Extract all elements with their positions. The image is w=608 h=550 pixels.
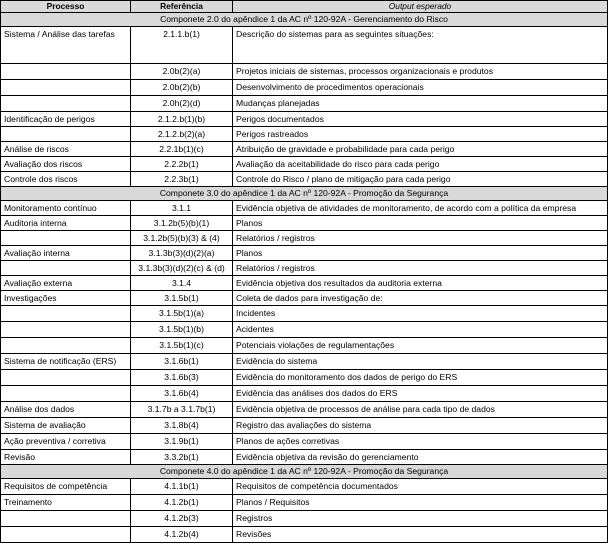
table-row xyxy=(1,261,608,276)
table-row xyxy=(1,322,608,338)
reference-cell: 2.1.2.b(2)(a) xyxy=(131,127,233,142)
reference-cell: 2.0b(2)(a) xyxy=(131,64,233,80)
reference-cell: 3.1.8b(4) xyxy=(131,418,233,434)
reference-cell: 3.1.1 xyxy=(131,201,233,216)
reference-cell: 3.1.6b(1) xyxy=(131,354,233,370)
reference-cell: 3.1.3b(3)(d)(2)(c) & (d) xyxy=(131,261,233,276)
table-row xyxy=(1,201,608,216)
process-cell xyxy=(1,127,131,142)
table-row xyxy=(1,511,608,527)
process-cell xyxy=(1,306,131,322)
table-row xyxy=(1,370,608,386)
output-cell: Projetos iniciais de sistemas, processos organizacionais e produtos xyxy=(233,64,608,80)
reference-cell: 3.1.5b(1) xyxy=(131,291,233,306)
table-row xyxy=(1,495,608,511)
reference-cell: 2.2.1b(1)(c) xyxy=(131,142,233,157)
output-cell: Potenciais violações de regulamentações xyxy=(233,338,608,354)
output-cell: Requisitos de competência documentados xyxy=(233,479,608,495)
reference-cell: 2.0b(2)(b) xyxy=(131,80,233,96)
header-row xyxy=(1,1,608,13)
output-cell: Controle do Risco / plano de mitigação para cada perigo xyxy=(233,172,608,187)
output-cell: Registro das avaliações do sistema xyxy=(233,418,608,434)
reference-cell: 3.1.3b(3)(d)(2)(a) xyxy=(131,246,233,261)
output-cell: Relatórios / registros xyxy=(233,261,608,276)
output-cell: Evidência objetiva de atividades de monitoramento, de acordo com a política da empresa xyxy=(233,201,608,216)
process-cell: Auditoria interna xyxy=(1,216,131,231)
output-cell: Revisões xyxy=(233,527,608,543)
table-row xyxy=(1,246,608,261)
table-row xyxy=(1,172,608,187)
table-row xyxy=(1,306,608,322)
process-cell: Avaliação interna xyxy=(1,246,131,261)
header-output: Output esperado xyxy=(233,1,608,13)
output-cell: Mudanças planejadas xyxy=(233,96,608,112)
process-cell: Investigações xyxy=(1,291,131,306)
process-cell: Sistema de avaliação xyxy=(1,418,131,434)
table-row xyxy=(1,96,608,112)
output-cell: Planos / Requisitos xyxy=(233,495,608,511)
output-cell: Evidência das análises dos dados do ERS xyxy=(233,386,608,402)
output-cell: Descrição do sistemas para as seguintes situações: xyxy=(233,27,608,64)
process-cell xyxy=(1,511,131,527)
table-row xyxy=(1,157,608,172)
process-cell: Identificação de perigos xyxy=(1,112,131,127)
table-row xyxy=(1,27,608,64)
reference-cell: 2.1.2.b(1)(b) xyxy=(131,112,233,127)
reference-cell: 3.1.2b(5)(b)(3) & (4) xyxy=(131,231,233,246)
output-cell: Desenvolvimento de procedimentos operacionais xyxy=(233,80,608,96)
output-cell: Planos xyxy=(233,216,608,231)
table-row xyxy=(1,231,608,246)
table-row xyxy=(1,418,608,434)
reference-cell: 2.2.3b(1) xyxy=(131,172,233,187)
reference-cell: 3.1.5b(1)(a) xyxy=(131,306,233,322)
output-cell: Registros xyxy=(233,511,608,527)
table-row xyxy=(1,450,608,465)
output-cell: Atribuição de gravidade e probabilidade para cada perigo xyxy=(233,142,608,157)
table-row xyxy=(1,402,608,418)
header-processo: Processo xyxy=(1,1,131,13)
table-body xyxy=(1,13,608,543)
reference-cell: 3.3.2b(1) xyxy=(131,450,233,465)
process-cell: Avaliação dos riscos xyxy=(1,157,131,172)
output-cell: Evidência do monitoramento dos dados de perigo do ERS xyxy=(233,370,608,386)
process-cell xyxy=(1,80,131,96)
process-cell xyxy=(1,386,131,402)
reference-cell: 2.1.1.b(1) xyxy=(131,27,233,64)
reference-cell: 3.1.2b(5)(b)(1) xyxy=(131,216,233,231)
process-cell: Controle dos riscos xyxy=(1,172,131,187)
reference-cell: 3.1.5b(1)(b) xyxy=(131,322,233,338)
table-row xyxy=(1,64,608,80)
section-header-row xyxy=(1,13,608,27)
output-cell: Coleta de dados para investigação de: xyxy=(233,291,608,306)
section-title: Componete 2.0 do apêndice 1 da AC nº 120-92A - Gerenciamento do Risco xyxy=(1,13,608,27)
process-cell xyxy=(1,261,131,276)
process-cell xyxy=(1,96,131,112)
section-title: Componete 3.0 do apêndice 1 da AC nº 120-92A - Promoção da Segurança xyxy=(1,187,608,201)
process-cell xyxy=(1,64,131,80)
reference-cell: 3.1.6b(3) xyxy=(131,370,233,386)
header-referencia: Referência xyxy=(131,1,233,13)
process-cell: Revisão xyxy=(1,450,131,465)
process-cell: Treinamento xyxy=(1,495,131,511)
output-cell: Planos de ações corretivas xyxy=(233,434,608,450)
table-row xyxy=(1,291,608,306)
output-cell: Avaliação da aceitabilidade do risco para cada perigo xyxy=(233,157,608,172)
output-cell: Planos xyxy=(233,246,608,261)
table-row xyxy=(1,276,608,291)
output-cell: Acidentes xyxy=(233,322,608,338)
table-row xyxy=(1,216,608,231)
output-cell: Incidentes xyxy=(233,306,608,322)
process-cell: Ação preventiva / corretiva xyxy=(1,434,131,450)
section-header-row xyxy=(1,187,608,201)
reference-cell: 3.1.9b(1) xyxy=(131,434,233,450)
process-cell xyxy=(1,370,131,386)
section-title: Componete 4.0 do apêndice 1 da AC nº 120-92A - Promoção da Segurança xyxy=(1,465,608,479)
process-cell xyxy=(1,322,131,338)
table-row xyxy=(1,112,608,127)
reference-cell: 3.1.4 xyxy=(131,276,233,291)
process-cell: Sistema de notificação (ERS) xyxy=(1,354,131,370)
table-row xyxy=(1,338,608,354)
table-row xyxy=(1,527,608,543)
section-header-row xyxy=(1,465,608,479)
process-cell: Avaliação externa xyxy=(1,276,131,291)
reference-cell: 4.1.2b(3) xyxy=(131,511,233,527)
output-cell: Evidência objetiva de processos de análise para cada tipo de dados xyxy=(233,402,608,418)
process-cell: Sistema / Análise das tarefas xyxy=(1,27,131,64)
table-row xyxy=(1,80,608,96)
reference-cell: 3.1.5b(1)(c) xyxy=(131,338,233,354)
process-cell: Análise dos dados xyxy=(1,402,131,418)
reference-cell: 4.1.2b(1) xyxy=(131,495,233,511)
table-row xyxy=(1,386,608,402)
reference-cell: 2.2.2b(1) xyxy=(131,157,233,172)
output-cell: Evidência do sistema xyxy=(233,354,608,370)
table-row xyxy=(1,354,608,370)
process-cell xyxy=(1,527,131,543)
output-cell: Perigos documentados xyxy=(233,112,608,127)
table-row xyxy=(1,479,608,495)
process-cell: Monitoramento contínuo xyxy=(1,201,131,216)
output-cell: Relatórios / registros xyxy=(233,231,608,246)
output-cell: Perigos rastreados xyxy=(233,127,608,142)
reference-cell: 2.0h(2)(d) xyxy=(131,96,233,112)
reference-cell: 3.1.6b(4) xyxy=(131,386,233,402)
output-cell: Evidência objetiva da revisão do gerenciamento xyxy=(233,450,608,465)
process-cell: Análise de riscos xyxy=(1,142,131,157)
process-cell xyxy=(1,338,131,354)
reference-cell: 3.1.7b a 3.1.7b(1) xyxy=(131,402,233,418)
process-cell: Requisitos de competência xyxy=(1,479,131,495)
reference-cell: 4.1.2b(4) xyxy=(131,527,233,543)
table-row xyxy=(1,434,608,450)
table-row xyxy=(1,142,608,157)
reference-cell: 4.1.1b(1) xyxy=(131,479,233,495)
process-cell xyxy=(1,231,131,246)
table-row xyxy=(1,127,608,142)
output-cell: Evidência objetiva dos resultados da auditoria externa xyxy=(233,276,608,291)
